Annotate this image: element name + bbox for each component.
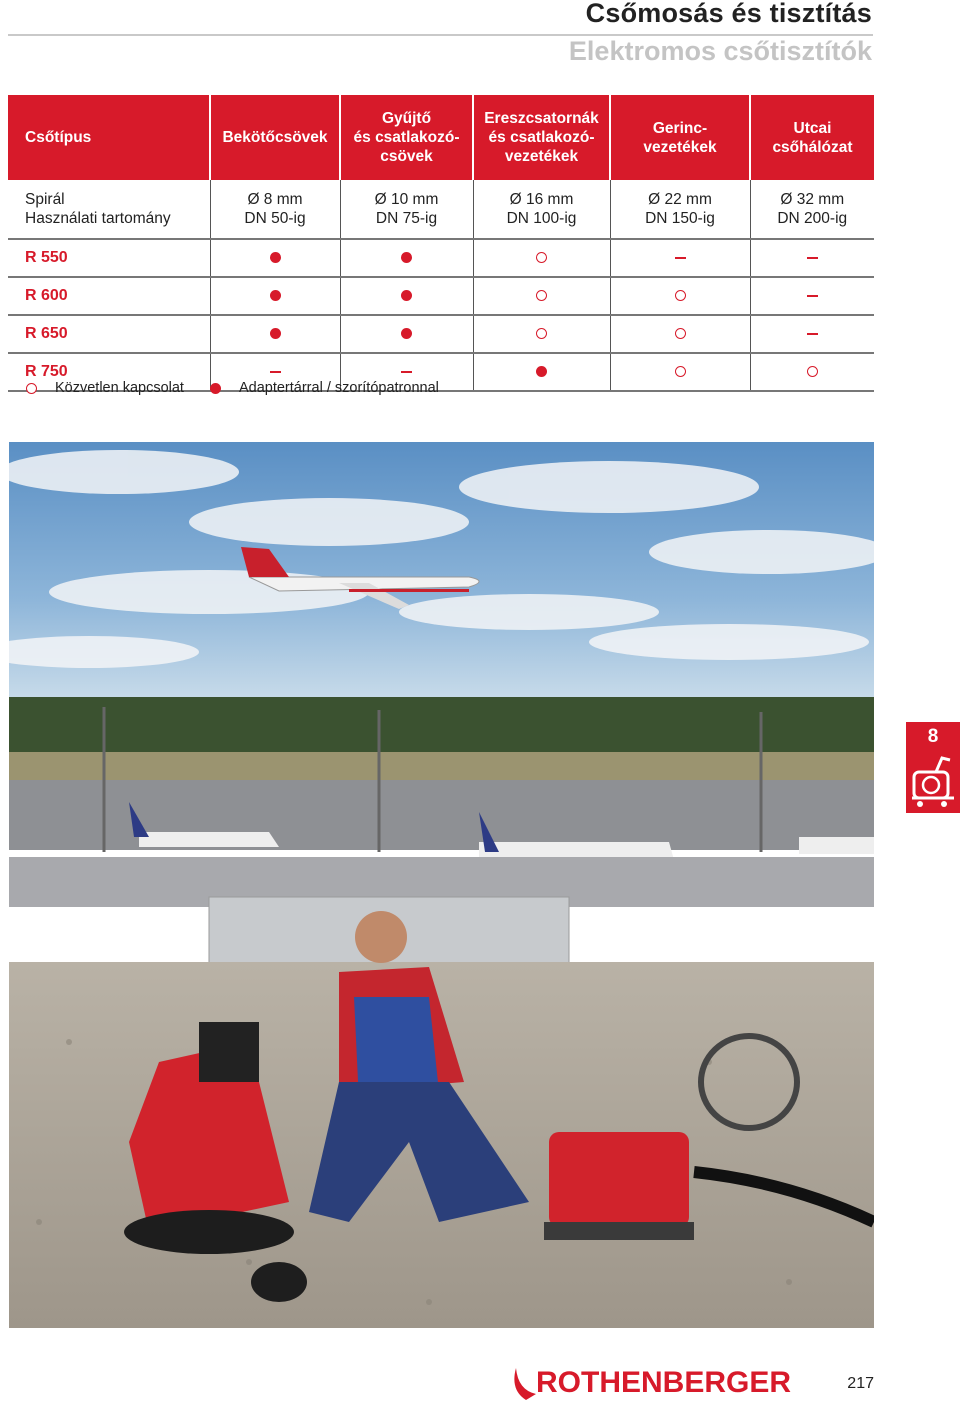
compatibility-cell	[340, 239, 473, 277]
filled-circle-icon	[536, 366, 547, 377]
spec-line: DN 100-ig	[506, 210, 577, 227]
filled-circle-icon	[401, 290, 412, 301]
spec-line: Ø 8 mm	[247, 191, 303, 208]
header-street-network	[750, 95, 874, 180]
header-line: csőhálózat	[772, 138, 853, 156]
header-line: csövek	[380, 148, 433, 165]
open-circle-icon	[807, 366, 818, 377]
compatibility-cell	[210, 277, 340, 315]
table-row	[8, 239, 874, 277]
compatibility-cell	[750, 277, 874, 315]
open-circle-icon	[675, 366, 686, 377]
brand-text: ROTHENBERGER	[536, 1366, 792, 1399]
legend-label: Közvetlen kapcsolat	[55, 380, 184, 396]
model-name-cell: R 600	[8, 277, 210, 315]
open-circle-icon	[26, 383, 37, 394]
filled-circle-icon	[270, 328, 281, 339]
compatibility-cell	[340, 315, 473, 353]
compatibility-cell	[473, 239, 610, 277]
legend	[26, 380, 439, 396]
header-line: Gyűjtő	[381, 110, 432, 127]
compatibility-cell	[473, 315, 610, 353]
compatibility-cell	[610, 239, 750, 277]
open-circle-icon	[675, 290, 686, 301]
compatibility-cell	[750, 353, 874, 391]
chapter-number: 8	[927, 726, 939, 747]
open-circle-icon	[536, 252, 547, 263]
brand-logo	[512, 1360, 822, 1404]
header-connection-pipes	[210, 95, 340, 180]
header-collector-pipes	[340, 95, 473, 180]
chapter-tab	[906, 722, 960, 813]
spec-cell	[750, 180, 874, 239]
product-photo	[9, 442, 874, 1328]
compatibility-cell	[210, 315, 340, 353]
compatibility-cell	[750, 239, 874, 277]
header-line: vezetékek	[643, 138, 717, 156]
page-title: Csőmosás és tisztítás	[585, 0, 872, 28]
spec-cell	[473, 180, 610, 239]
spec-cell	[210, 180, 340, 239]
dash-icon	[807, 295, 818, 297]
compatibility-cell	[610, 353, 750, 391]
header-line: Gerinc-	[652, 119, 708, 137]
spec-line: Ø 22 mm	[648, 191, 712, 208]
header-line: Bekötőcsövek	[222, 129, 328, 146]
spec-line: DN 150-ig	[645, 210, 715, 227]
legend-item-adapter	[210, 380, 439, 396]
header-line: Csőtípus	[25, 129, 92, 146]
model-name-cell: R 750	[8, 353, 210, 391]
compatibility-cell	[473, 353, 610, 391]
dash-icon	[807, 333, 818, 335]
header-line: és csatlakozó-	[488, 129, 595, 146]
compatibility-cell	[610, 277, 750, 315]
dash-icon	[675, 257, 686, 259]
filled-circle-icon	[270, 252, 281, 263]
header-main-lines	[610, 95, 750, 180]
header-pipe-type	[8, 95, 210, 180]
filled-circle-icon	[401, 328, 412, 339]
filled-circle-icon	[210, 383, 221, 394]
filled-circle-icon	[270, 290, 281, 301]
header-line: és csatlakozó-	[353, 129, 460, 146]
page-number: 217	[847, 1375, 874, 1392]
spec-cell	[8, 180, 210, 239]
spec-line: DN 75-ig	[375, 210, 438, 227]
spec-cell	[610, 180, 750, 239]
spec-line: Ø 32 mm	[780, 191, 845, 208]
compatibility-cell	[610, 315, 750, 353]
compatibility-cell	[750, 315, 874, 353]
model-name-cell: R 550	[8, 239, 210, 277]
rothenberger-logo	[512, 1360, 822, 1404]
spec-line: Spirál	[25, 191, 65, 208]
header-line: vezetékek	[504, 148, 579, 165]
page-subtitle: Elektromos csőtisztítók	[568, 36, 872, 66]
header-gutters	[473, 95, 610, 180]
table-row	[8, 315, 874, 353]
open-circle-icon	[536, 290, 547, 301]
open-circle-icon	[675, 328, 686, 339]
header-line: Utcai	[793, 119, 832, 137]
table-row	[8, 277, 874, 315]
spec-line: DN 50-ig	[244, 210, 306, 227]
open-circle-icon	[536, 328, 547, 339]
legend-item-direct	[26, 380, 184, 396]
legend-label: Adaptertárral / szorítópatronnal	[238, 380, 439, 396]
compatibility-table	[8, 95, 874, 392]
spec-line: Használati tartomány	[25, 210, 171, 227]
spec-line: Ø 10 mm	[374, 191, 439, 208]
compatibility-cell	[340, 277, 473, 315]
table-header-row	[8, 95, 874, 180]
dash-icon	[270, 371, 281, 373]
compatibility-cell	[210, 239, 340, 277]
spiral-spec-row	[8, 180, 874, 239]
spec-cell	[340, 180, 473, 239]
spec-line: Ø 16 mm	[509, 191, 574, 208]
model-name-cell: R 650	[8, 315, 210, 353]
compatibility-cell	[473, 277, 610, 315]
dash-icon	[807, 257, 818, 259]
header-line: Ereszcsatornák	[484, 110, 599, 127]
dash-icon	[401, 371, 412, 373]
spec-line: DN 200-ig	[777, 210, 848, 227]
pipe-cleaning-machine-icon	[906, 752, 960, 812]
filled-circle-icon	[401, 252, 412, 263]
airport-roof-photo	[9, 442, 874, 1328]
